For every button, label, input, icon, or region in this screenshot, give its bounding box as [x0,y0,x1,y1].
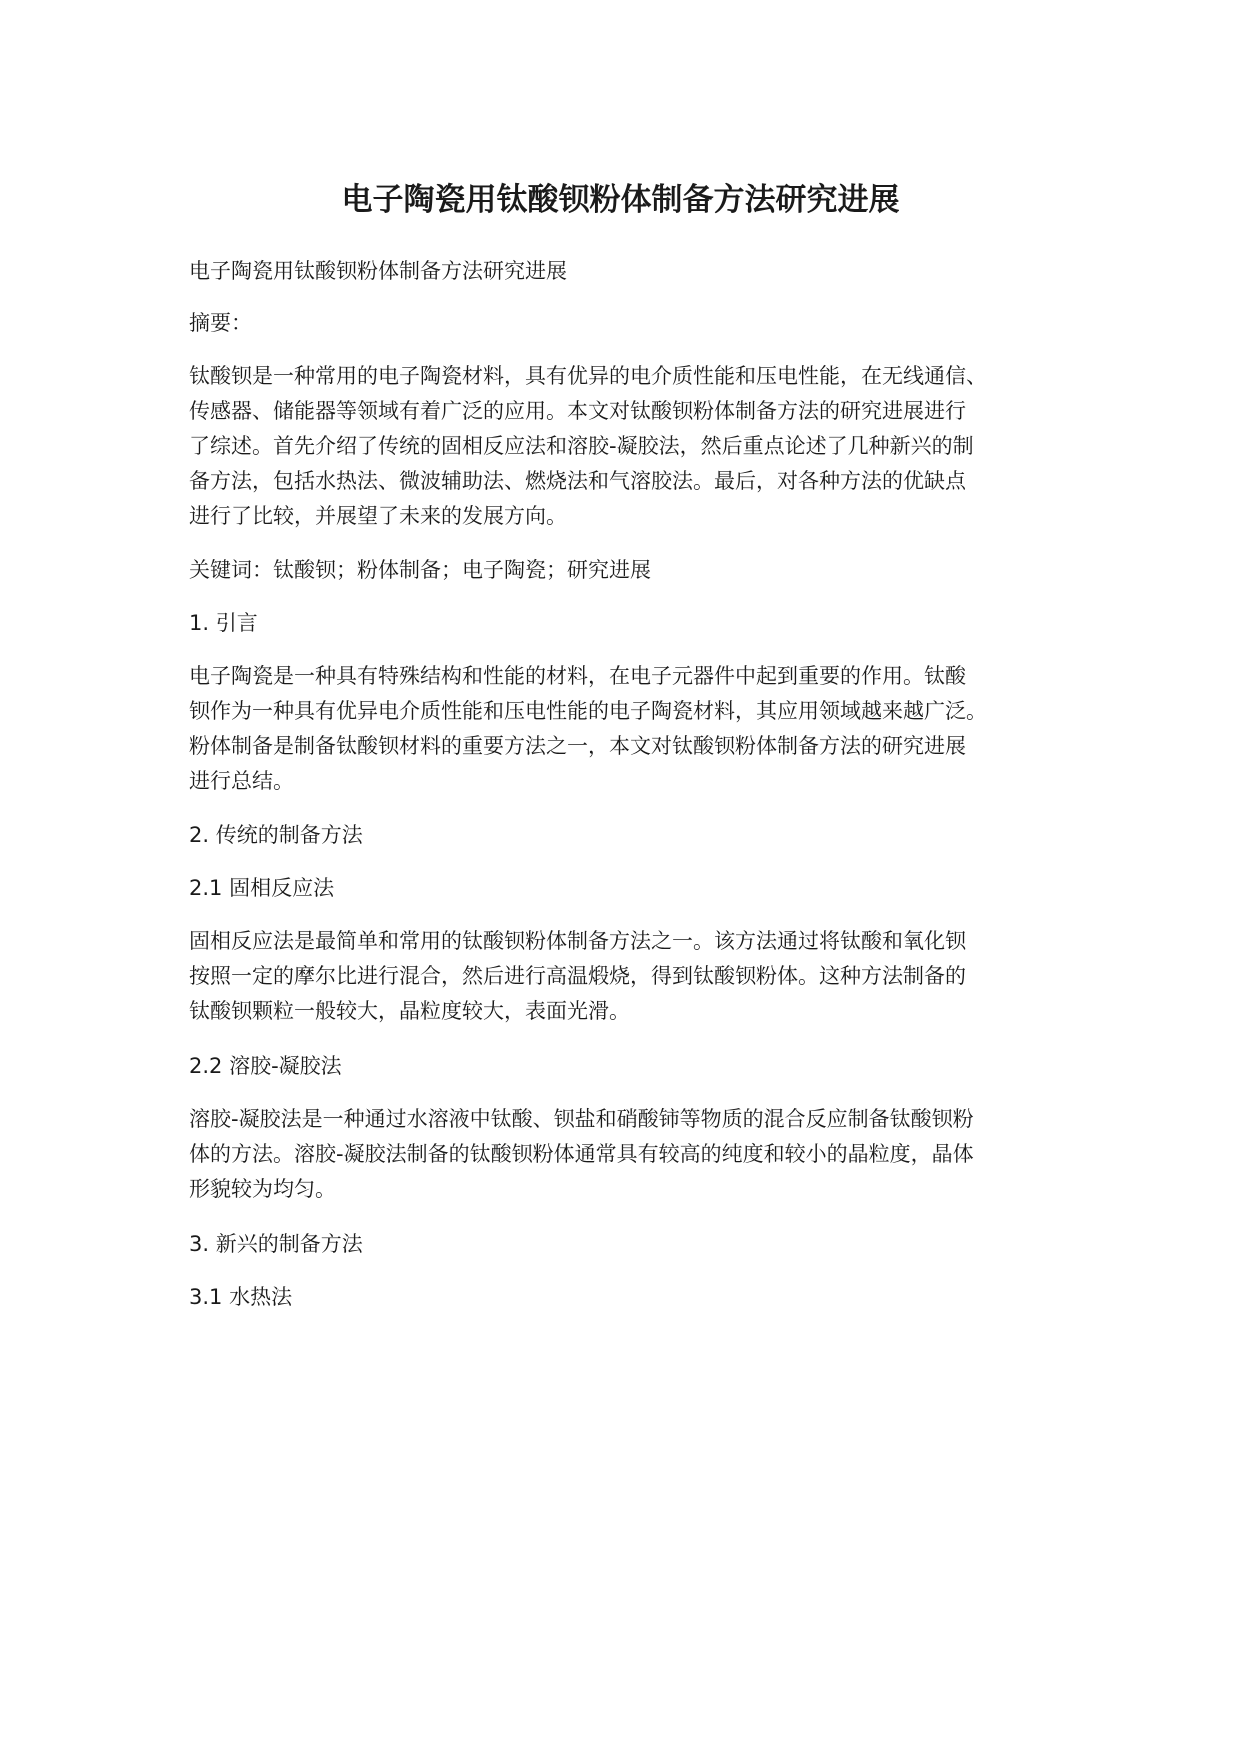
section-heading-3: 3. 新兴的制备方法 [189,1232,363,1256]
abstract-label: 摘要： [189,311,252,335]
section-heading-3-1: 3.1 水热法 [189,1285,293,1309]
paragraph-line: 按照一定的摩尔比进行混合，然后进行高温煅烧，得到钛酸钡粉体。这种方法制备的 [189,964,966,988]
paragraph-line: 粉体制备是制备钛酸钡材料的重要方法之一，本文对钛酸钡粉体制备方法的研究进展 [189,734,966,758]
abstract-line: 了综述。首先介绍了传统的固相反应法和溶胶-凝胶法，然后重点论述了几种新兴的制 [189,434,974,458]
section-heading-2-1: 2.1 固相反应法 [189,876,335,900]
section-heading-1: 1. 引言 [189,611,258,635]
subtitle: 电子陶瓷用钛酸钡粉体制备方法研究进展 [189,259,567,283]
keywords: 关键词：钛酸钡；粉体制备；电子陶瓷；研究进展 [189,558,651,582]
section-heading-2: 2. 传统的制备方法 [189,823,363,847]
section-2-1-paragraph [189,924,1069,1029]
abstract-paragraph [189,359,1069,534]
section-heading-2-2: 2.2 溶胶-凝胶法 [189,1054,342,1078]
paragraph-line: 进行总结。 [189,769,294,793]
document-title: 电子陶瓷用钛酸钡粉体制备方法研究进展 [341,182,900,218]
section-1-paragraph [189,659,1069,799]
abstract-line: 传感器、储能器等领域有着广泛的应用。本文对钛酸钡粉体制备方法的研究进展进行 [189,399,966,423]
paragraph-line: 形貌较为均匀。 [189,1177,336,1201]
abstract-line: 进行了比较，并展望了未来的发展方向。 [189,504,567,528]
paragraph-line: 钡作为一种具有优异电介质性能和压电性能的电子陶瓷材料，其应用领域越来越广泛。 [189,699,987,723]
abstract-line: 钛酸钡是一种常用的电子陶瓷材料，具有优异的电介质性能和压电性能，在无线通信、 [189,364,987,388]
paragraph-line: 体的方法。溶胶-凝胶法制备的钛酸钡粉体通常具有较高的纯度和较小的晶粒度，晶体 [189,1142,974,1166]
abstract-line: 备方法，包括水热法、微波辅助法、燃烧法和气溶胶法。最后，对各种方法的优缺点 [189,469,966,493]
paragraph-line: 钛酸钡颗粒一般较大，晶粒度较大，表面光滑。 [189,999,630,1023]
section-2-2-paragraph [189,1102,1069,1207]
paragraph-line: 固相反应法是最简单和常用的钛酸钡粉体制备方法之一。该方法通过将钛酸和氧化钡 [189,929,966,953]
paragraph-line: 电子陶瓷是一种具有特殊结构和性能的材料，在电子元器件中起到重要的作用。钛酸 [189,664,966,688]
paragraph-line: 溶胶-凝胶法是一种通过水溶液中钛酸、钡盐和硝酸铈等物质的混合反应制备钛酸钡粉 [189,1107,974,1131]
